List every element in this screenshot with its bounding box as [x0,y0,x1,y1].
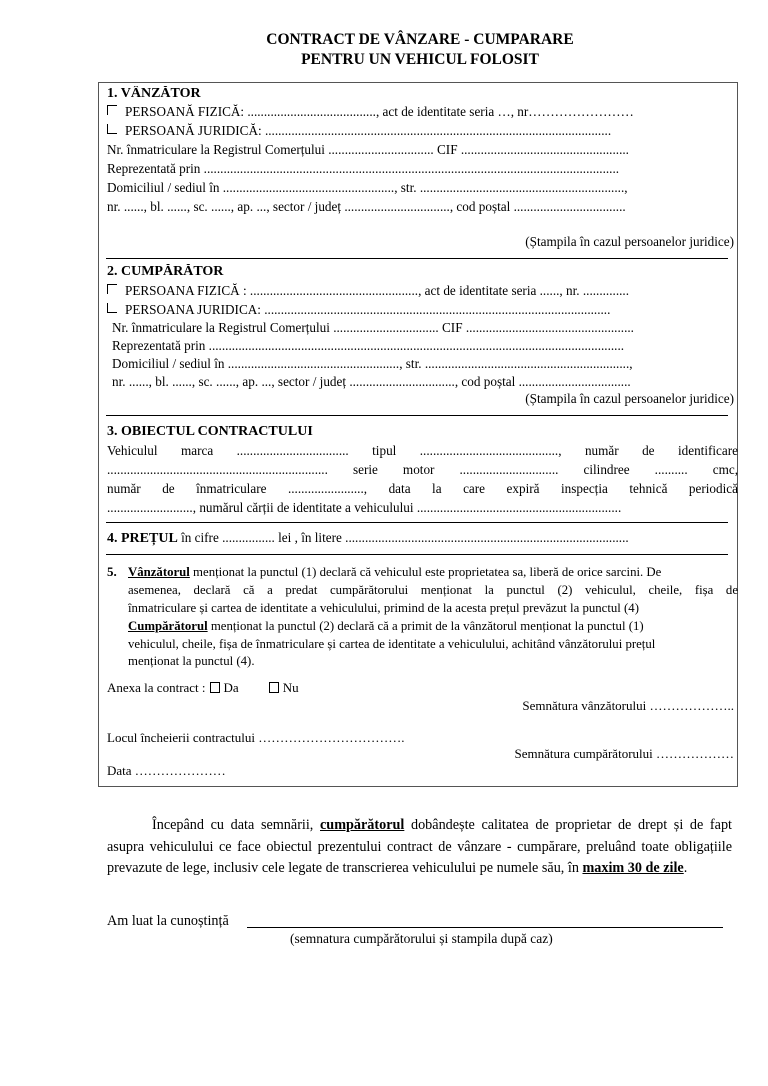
buyer-address: Domiciliul / sediul în ...................................................., str. .............................................................., [112,356,633,371]
clause5-line-2: asemenea, declară că a predat cumpărătorului menționat la punctul (2) vehiculul, cheile, fișa de [128,583,738,597]
clause5-line-5: vehiculul, cheile, fișa de înmatriculare și cartea de identitate a vehiculului, achitând vânzătorului prețul [128,637,656,651]
object-line-3: număr de înmatriculare ......................., data la care expiră inspecția tehnică periodică [107,481,738,496]
clause5-seller-word: Vânzătorul [128,565,190,579]
acknowledge-signature-line[interactable] [247,927,723,928]
buyer-represented: Reprezentată prin .............................................................................................................................. [112,338,625,353]
annex-no-label: Nu [282,680,299,695]
annex-yes-checkbox[interactable] [210,682,220,693]
annex-label: Anexa la contract : [107,680,206,695]
ownership-text-3: . [683,860,688,876]
clause5-line-4 [128,618,738,634]
clause5-text-4: menționat la punctul (2) declară că a primit de la vânzătorul menționat la punctul (1) [207,619,644,633]
buyer-legal-person: PERSOANA JURIDICA: ......................................................................................................... [125,302,611,317]
contract-date: Data ………………… [107,763,226,778]
seller-heading: 1. VÂNZĂTOR [107,86,201,101]
clause5-buyer-word: Cumpărătorul [128,619,208,633]
clause5-line-3: înmatriculare și cartea de identitate a vehiculului, primind de la acesta prețul prevăzut la punctul (4) [128,601,639,615]
checkbox-icon[interactable] [107,105,117,115]
seller-address: Domiciliul / sediul în ...................................................., str. .............................................................., [107,180,628,195]
seller-natural-person-row [107,104,738,120]
price-row [107,530,738,547]
buyer-registry: Nr. înmatriculare la Registrul Comerțului ................................ CIF ................................................... [112,320,634,335]
contract-title: CONTRACT DE VÂNZARE - CUMPARARE [266,31,574,48]
ownership-buyer-word: cumpărătorul [320,817,405,833]
buyer-signature: Semnătura cumpărătorului ……………… [514,746,734,761]
ownership-text-2: dobândește calitatea de proprietar de drept și de fapt asupra vehiculului ce face obiectul prezentului contract de vânzare - cumpărare, preluând toate obligațiile prevazute de lege, inclusiv cele legate de transcrierea vehiculului pe numele său, în [107,817,732,876]
checkbox-icon[interactable] [107,303,117,313]
seller-address2: nr. ......, bl. ......, sc. ......, ap. ..., sector / județ ................................, cod poștal .................................. [107,199,626,214]
ownership-paragraph [107,815,732,880]
seller-stamp-note: (Ștampila în cazul persoanelor juridice) [525,234,734,249]
seller-signature: Semnătura vânzătorului ……………….. [522,698,734,713]
seller-represented: Reprezentată prin .............................................................................................................................. [107,161,620,176]
section-divider [106,258,728,259]
section-divider [106,554,728,555]
price-text: în cifre ................ lei , în litere ...................................................................................... [177,530,629,545]
ownership-text-1: Începând cu data semnării, [152,817,320,833]
checkbox-icon[interactable] [107,124,117,134]
clause5-line-6: menționat la punctul (4). [128,654,255,668]
price-heading: 4. PREȚUL [107,531,178,546]
object-line-4: .........................., numărul cărții de identitate a vehiculului .............................................................. [107,500,622,515]
seller-natural-person: PERSOANĂ FIZICĂ: ......................................., act de identitate seria …, nr…………………… [125,104,634,119]
ownership-deadline: maxim 30 de zile [582,860,684,876]
buyer-natural-person-row [107,283,738,299]
acknowledge-note: (semnatura cumpărătorului și stampila după caz) [290,931,553,946]
buyer-heading: 2. CUMPĂRĂTOR [107,264,224,279]
object-line-1: Vehiculul marca .................................. tipul .........................................., număr de identificare [107,443,738,458]
clause5-number: 5. [107,564,117,579]
seller-legal-person-row [107,123,738,139]
clause5-text-1: menționat la punctul (1) declară că vehiculul este proprietatea sa, liberă de orice sarcini. De [189,565,662,579]
checkbox-icon[interactable] [107,284,117,294]
section-divider [106,415,728,416]
buyer-natural-person: PERSOANA FIZICĂ : ..................................................., act de identitate seria ......, nr. .............. [125,283,630,298]
buyer-legal-person-row [107,302,738,318]
annex-no-checkbox[interactable] [269,682,279,693]
buyer-address2: nr. ......, bl. ......, sc. ......, ap. ..., sector / județ ................................, cod poștal .................................. [112,374,631,389]
annex-row [107,680,738,696]
contract-subtitle: PENTRU UN VEHICUL FOLOSIT [301,51,539,68]
seller-registry: Nr. înmatriculare la Registrul Comerțului ................................ CIF ................................................... [107,142,629,157]
object-heading: 3. OBIECTUL CONTRACTULUI [107,424,313,439]
clause5-line-1 [128,564,738,580]
section-divider [106,522,728,523]
annex-yes-label: Da [223,680,239,695]
contract-place: Locul încheierii contractului ……………………………. [107,730,405,745]
object-line-2: ................................................................... serie motor .............................. cilindree .......... cmc, [107,462,738,477]
acknowledge-label: Am luat la cunoștință [107,913,229,929]
buyer-stamp-note: (Ștampila în cazul persoanelor juridice) [525,391,734,406]
seller-legal-person: PERSOANĂ JURIDICĂ: ......................................................................................................... [125,123,612,138]
